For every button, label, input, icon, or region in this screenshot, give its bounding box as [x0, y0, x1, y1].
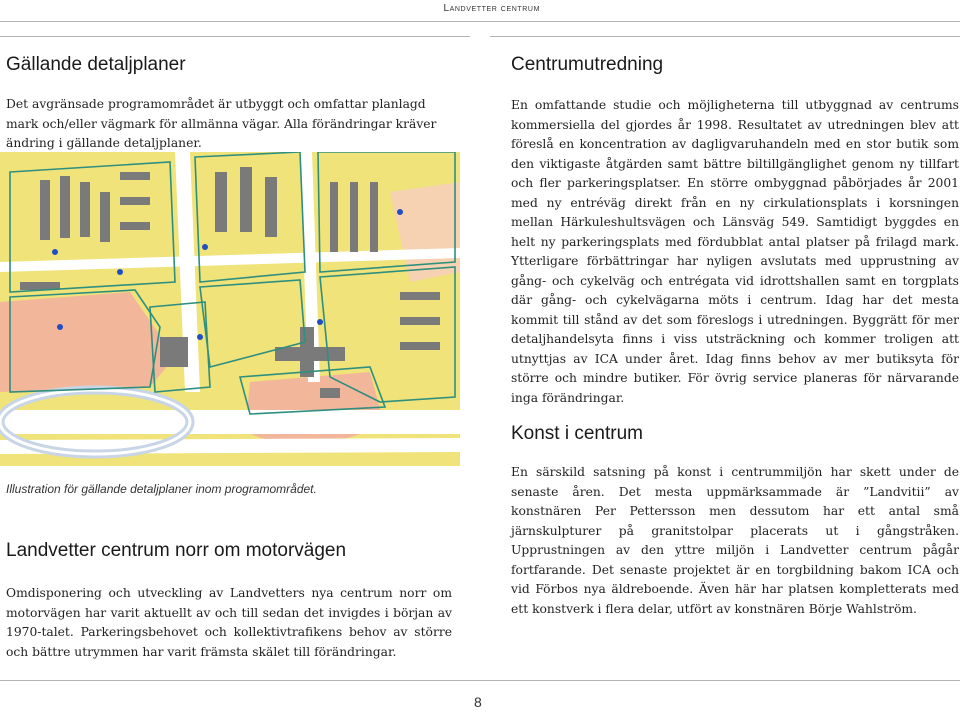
running-title: Landvetter centrum: [443, 3, 540, 14]
right-column-rule: [490, 36, 960, 37]
running-header: [0, 0, 960, 28]
section-heading-detaljplaner: Gällande detaljplaner: [6, 54, 186, 75]
map-caption: Illustration för gällande detaljplaner inom programområdet.: [6, 482, 317, 496]
header-rule: [0, 21, 960, 22]
section-heading-centrumutredning: Centrumutredning: [511, 54, 664, 75]
section-body-konst: En särskild satsning på konst i centrummiljön har skett under de senaste åren. Det mesta uppmärksammade är ”Landvitii” av konstnären Per Pettersson men dessutom har ett antal små järnskulpturer på granitstolpar placerats ut i gångstråken. Upprustningen av den yttre miljön i Landvetter centrum pågår fortfarande. Det senaste projektet är en torgbildning bakom ICA och vid Förbos nya äldreboende. Även här har platsen kompletterats med ett konstverk i flera delar, utfört av konstnären Börje Wahlström.: [511, 465, 959, 616]
map-graphic: [0, 152, 460, 466]
section-heading-norr: Landvetter centrum norr om motorvägen: [6, 540, 347, 561]
section-body-norr: Omdisponering och utveckling av Landvetters nya centrum norr om motorvägen har varit aktuellt av och till sedan det invigdes i början av 1970-talet. Parkeringsbehovet och kollektivtrafikens behov av större och bättre utrymmen har varit främsta skälet till förändringar.: [6, 586, 452, 659]
footer-rule: [0, 680, 960, 681]
section-body-centrumutredning: En omfattande studie och möjligheterna till utbyggnad av centrums kommersiella del gjordes år 1998. Resultatet av utredningen blev att föreslå en koncentration av dagligvaruhandeln med en stor butik som den viktigaste åtgärden samt bättre biltillgänglighet genom ny tillfart och fler parkeringsplatser. En större ombyggnad påbörjades år 2001 med ny entréväg direkt från en ny cirkulationsplats i korsningen mellan Härkuleshultsvägen och Länsväg 549. Samtidigt byggdes en helt ny parkeringsplats med fördubblat antal platser på frilagd mark. Ytterligare förbättringar har nyligen avslutats med upprustning av gång- och cykelväg och entrégata vid idrottshallen samt en torgplats där gång- och cykelvägarna möts i centrum. Idag har det mesta kommit till stånd av det som föreslogs i utredningen. Byggrätt för mer detaljhandelsyta finns i viss utsträckning och kommer troligen att utnyttjas av ICA under året. Idag finns behov av mer butiksyta för större och mindre butiker. För övrig service planeras för närvarande inga förändringar.: [511, 98, 959, 405]
detaljplan-map: [0, 152, 460, 466]
map-road-motorway: [0, 410, 460, 434]
page-number: 8: [474, 694, 482, 710]
section-body-detaljplaner: Det avgränsade programområdet är utbyggt och omfattar planlagd mark och/eller vägmark för allmänna vägar. Alla förändringar kräver ändring i gällande detaljplaner.: [6, 97, 437, 150]
section-heading-konst: Konst i centrum: [511, 423, 643, 444]
left-column-rule: [0, 36, 470, 37]
